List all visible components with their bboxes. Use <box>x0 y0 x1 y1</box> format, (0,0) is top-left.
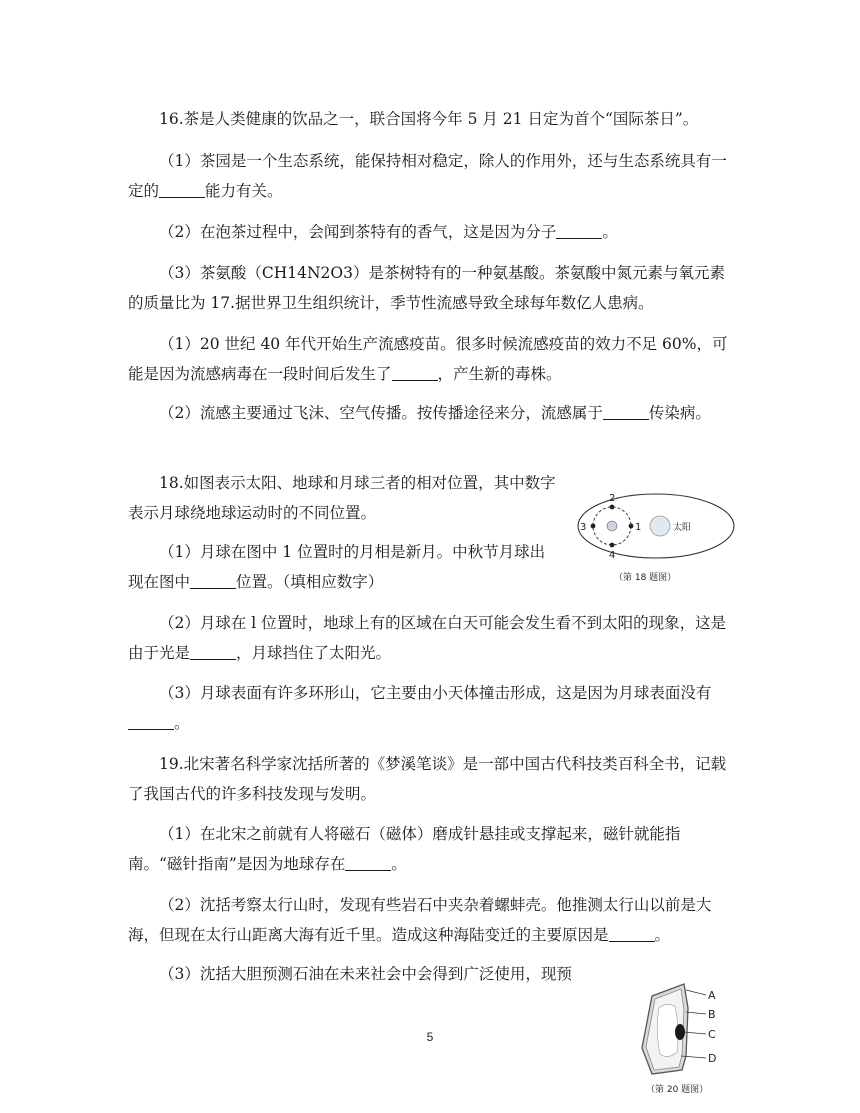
q20-figure-caption: （第 20 题图） <box>646 1085 709 1095</box>
q18-part3-text-a: （3）月球表面有许多环形山，它主要由小天体撞击形成，这是因为月球表面没有 <box>159 684 712 702</box>
q17-part1-text-a: （1）20 世纪 40 年代开始生产流感疫苗。很多时候流感疫苗的效力不足 60%，可能是因为流感病毒在一段时间后发生了 <box>128 335 728 383</box>
q18-part3-text-b: 。 <box>174 714 190 732</box>
earth-icon <box>607 521 617 531</box>
moon-label-1: 1 <box>635 522 642 533</box>
moon-position-1-icon <box>629 524 634 529</box>
q18-part1-text-b: 位置。（填相应数字） <box>236 573 384 591</box>
q18-stem: 18.如图表示太阳、地球和月球三者的相对位置，其中数字表示月球绕地球运动时的不同位置。 <box>128 474 556 522</box>
q16-part2-text-a: （2）在泡茶过程中，会闻到茶特有的香气，这是因为分子 <box>159 223 557 241</box>
q19-part2-blank <box>609 923 655 942</box>
q16-part1-text-a: （1）茶园是一个生态系统，能保持相对稳定，除人的作用外，还与生态系统具有一定的 <box>128 152 727 200</box>
q16-stem: 16.茶是人类健康的饮品之一，联合国将今年 5 月 21 日定为首个“国际茶日”。 <box>159 110 699 128</box>
q19-part2-text-a: （2）沈括考察太行山时，发现有些岩石中夹杂着螺蚌壳。他推测太行山以前是大海，但现在太行山距离大海有近千里。造成这种海陆变迁的主要原因是 <box>128 896 712 944</box>
q17-part1-text-b: ，产生新的毒株。 <box>437 365 562 383</box>
q18-part1-blank <box>190 570 236 589</box>
q18-part3-blank <box>128 711 174 730</box>
cell-label-a: A <box>708 989 716 1002</box>
q16-part3: （3）茶氨酸（CH14N2O3）是茶树特有的一种氨基酸。茶氨酸中氮元素与氧元素的质量比为 17.据世界卫生组织统计，季节性流感导致全球每年数亿人患病。 <box>128 264 725 312</box>
q16-part2-text-b: 。 <box>602 223 618 241</box>
q17-part2 <box>128 398 732 428</box>
q17-part2-text-a: （2）流感主要通过飞沫、空气传播。按传播途径来分，流感属于 <box>159 404 603 422</box>
vacuole-shape <box>657 1004 678 1056</box>
q17-part2-text-b: 传染病。 <box>648 404 711 422</box>
sun-earth-moon-diagram <box>568 488 740 588</box>
moon-position-3-icon <box>591 524 596 529</box>
q17-part2-blank <box>603 401 649 420</box>
q19-part1 <box>128 819 732 879</box>
label-line-b <box>686 1012 706 1014</box>
q19-part2 <box>128 890 732 950</box>
q18-part3 <box>128 678 732 738</box>
q17-part1-blank <box>392 362 438 381</box>
plant-cell-diagram <box>630 978 742 1100</box>
q16-part1-text-b: 能力有关。 <box>205 182 283 200</box>
moon-label-4: 4 <box>609 550 616 561</box>
moon-label-2: 2 <box>609 493 616 504</box>
q18-part2-text-b: ，月球挡住了太阳光。 <box>236 644 392 662</box>
q16-part1-blank <box>159 179 205 198</box>
nucleus-shape <box>675 1024 685 1040</box>
q19-stem: 19.北宋著名科学家沈括所著的《梦溪笔谈》是一部中国古代科技类百科全书，记载了我国古代的许多科技发现与发明。 <box>128 755 727 803</box>
q18-part1 <box>128 537 560 597</box>
q19-part3: （3）沈括大胆预测石油在未来社会中会得到广泛使用，现预 <box>159 965 572 983</box>
q16-part2-blank <box>556 220 602 239</box>
moon-label-3: 3 <box>580 522 587 533</box>
label-line-a <box>686 990 706 995</box>
q20-figure <box>630 978 742 1100</box>
q18-part1-text-a: （1）月球在图中 1 位置时的月相是新月。中秋节月球出现在图中 <box>128 543 546 591</box>
cell-label-d: D <box>708 1052 717 1065</box>
q18-part2-blank <box>190 641 236 660</box>
q18-figure <box>568 488 740 588</box>
cell-label-c: C <box>708 1028 716 1041</box>
q16-part1 <box>128 146 732 206</box>
page-number: 5 <box>426 1030 434 1044</box>
cell-label-b: B <box>708 1008 716 1021</box>
q18-figure-caption: （第 18 题图） <box>614 573 677 583</box>
moon-position-4-icon <box>610 543 615 548</box>
q19-part2-text-b: 。 <box>654 926 671 944</box>
sun-label: 太阳 <box>673 523 692 533</box>
q16-part2 <box>128 217 732 247</box>
q18-part2-text-a: （2）月球在 l 位置时，地球上有的区域在白天可能会发生看不到太阳的现象，这是由于光是 <box>128 614 727 662</box>
q17-part1 <box>128 329 732 389</box>
moon-position-2-icon <box>610 505 615 510</box>
q18-part2 <box>128 608 732 668</box>
sun-icon <box>650 516 670 536</box>
q19-part1-blank <box>345 852 391 871</box>
q19-part1-text-b: 。 <box>391 855 407 873</box>
q19-part1-text-a: （1）在北宋之前就有人将磁石（磁体）磨成针悬挂或支撑起来，磁针就能指南。“磁针指南”是因为地球存在 <box>128 825 681 873</box>
